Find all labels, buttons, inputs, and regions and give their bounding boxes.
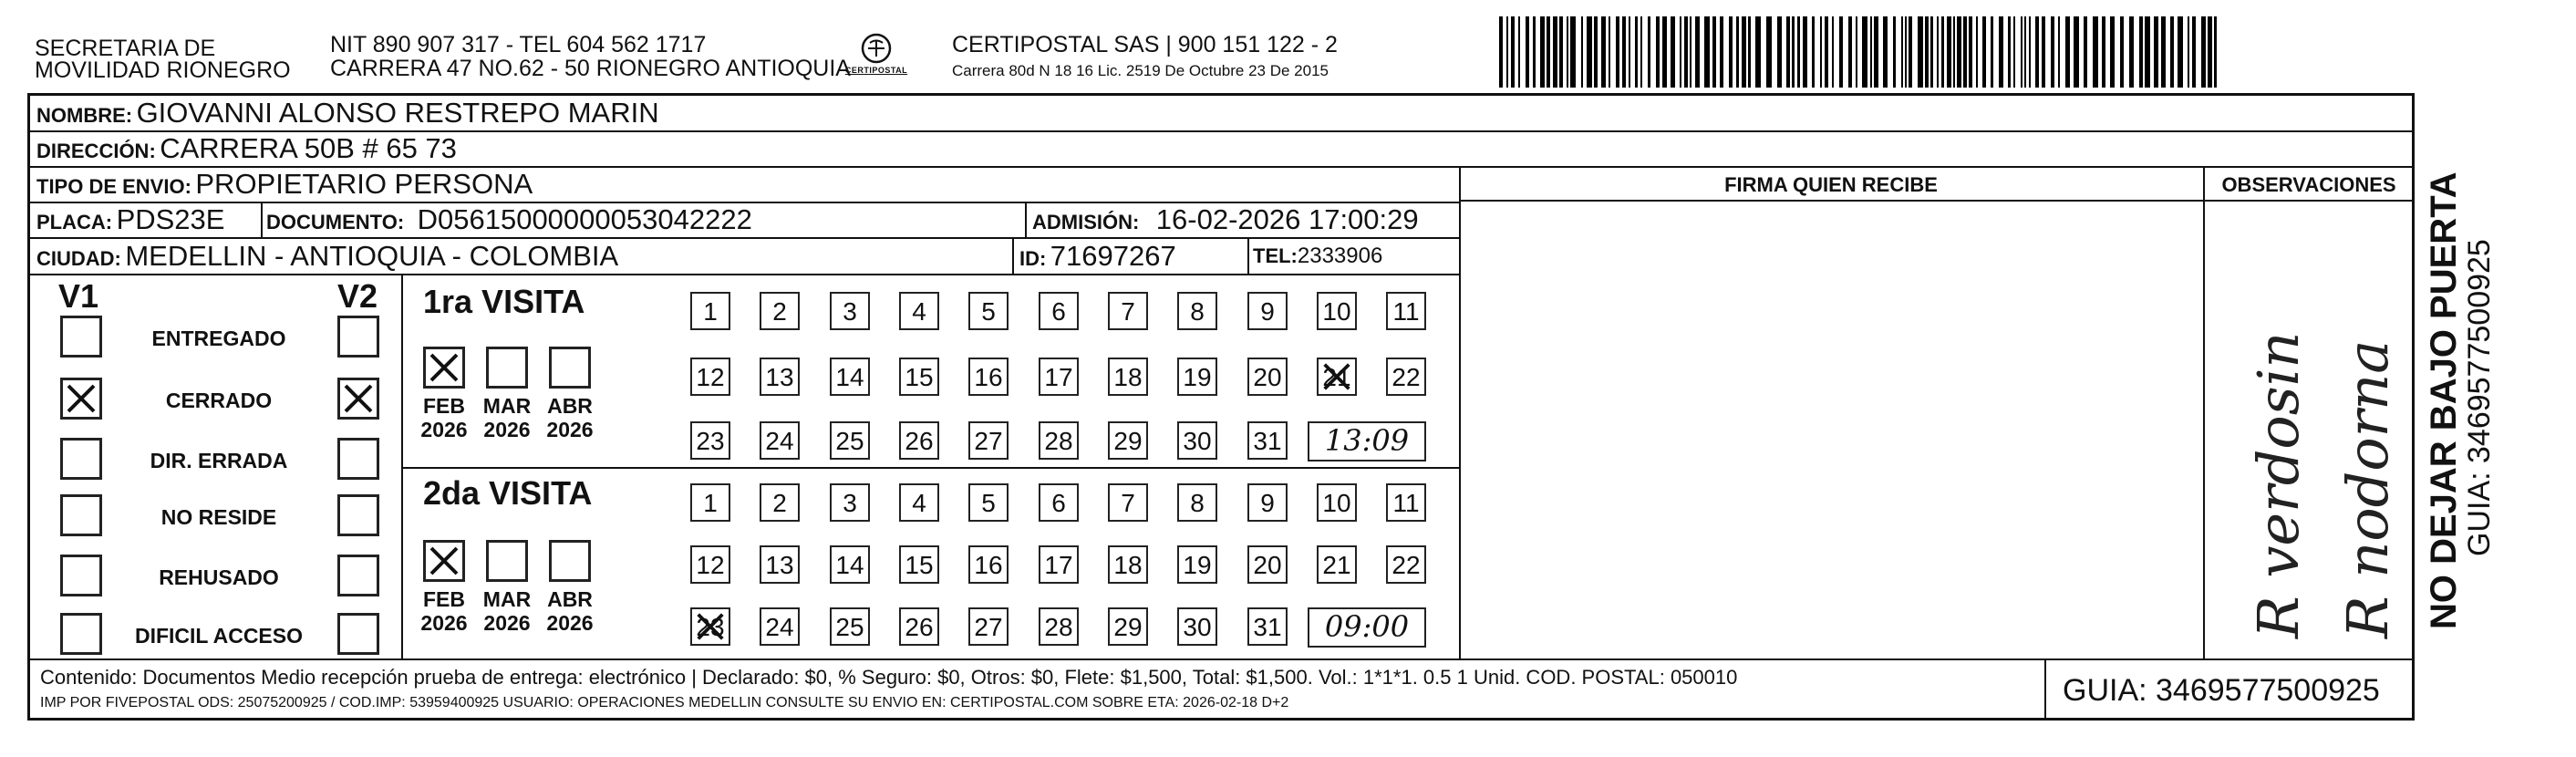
first-visit-time: 13:09 [1308,421,1426,461]
certipostal-logo [835,31,917,80]
v2-header: V2 [337,277,378,315]
footer-guia: GUIA: 3469577500925 [2063,673,2380,708]
first-visit-day-box[interactable]: 11 [1386,292,1426,330]
nombre-label: NOMBRE: [36,104,133,127]
second-visit-day-box[interactable]: 27 [968,607,1009,646]
second-visit-day-box[interactable]: 2 [760,483,800,522]
id-value: 71697267 [1050,240,1176,272]
tel-field [1253,240,1382,275]
guia-vertical: GUIA: 3469577500925 [2462,239,2497,556]
second-visit-day-box[interactable]: 6 [1039,483,1079,522]
direccion-value: CARRERA 50B # 65 73 [160,132,457,164]
entity-nit: NIT 890 907 317 - TEL 604 562 1717 [330,32,707,57]
documento-field [266,203,752,242]
ciudad-value: MEDELLIN - ANTIOQUIA - COLOMBIA [125,240,619,272]
year-label: 2026 [546,611,594,635]
second-visit-month-checkbox[interactable] [423,540,465,582]
first-visit-day-box[interactable]: 26 [899,421,939,460]
courier-info: CERTIPOSTAL SAS | 900 151 122 - 2 [952,32,1338,57]
second-visit-day-box[interactable]: 26 [899,607,939,646]
direccion-label: DIRECCIÓN: [36,140,156,162]
first-visit-day-box[interactable]: 9 [1247,292,1288,330]
first-visit-day-box[interactable]: 19 [1177,358,1217,396]
second-visit-day-box[interactable]: 7 [1108,483,1148,522]
admision-value: 16-02-2026 17:00:29 [1155,203,1419,235]
tipo-envio-label: TIPO DE ENVIO: [36,175,191,198]
footer-contenido: Contenido: Documentos Medio recepción prueba de entrega: electrónico | Declarado: $0, % Seguro: $0, Otros: $0, Flete: $1,500, Total: $1,500. Vol.: 1*1*1. 0.5 1 Unid. COD. POSTAL: 050010 [40,666,1738,689]
month-label: FEB [423,587,465,611]
second-visit-day-box[interactable]: 22 [1386,545,1426,584]
admision-field [1032,203,1419,242]
month-year-label [416,394,472,441]
second-visit-day-box[interactable]: 24 [760,607,800,646]
courier-address: Carrera 80d N 18 16 Lic. 2519 De Octubre 23 De 2015 [952,62,1329,79]
second-visit-day-box[interactable]: 4 [899,483,939,522]
year-label: 2026 [546,418,594,441]
second-visit-day-box[interactable]: 9 [1247,483,1288,522]
nombre-row [36,97,659,135]
ciudad-field [36,240,618,278]
first-visit-day-box[interactable]: 28 [1039,421,1079,460]
first-visit-day-box[interactable]: 4 [899,292,939,330]
v1-checkbox[interactable] [60,316,102,358]
year-label: 2026 [420,611,468,635]
ciudad-label: CIUDAD: [36,247,121,270]
second-visit-title: 2da VISITA [423,474,593,512]
status-label: DIR. ERRADA [150,449,288,472]
year-label: 2026 [420,418,468,441]
tipo-envio-row [36,168,533,206]
second-visit-day-box[interactable]: 25 [830,607,870,646]
placa-value: PDS23E [116,203,225,235]
logo-text: CERTIPOSTAL [844,66,908,75]
first-visit-day-box[interactable]: 3 [830,292,870,330]
barcode [1499,16,2229,88]
month-label: FEB [423,394,465,418]
first-visit-day-box[interactable]: 2 [760,292,800,330]
first-visit-day-box[interactable]: 30 [1177,421,1217,460]
second-visit-day-box[interactable]: 29 [1108,607,1148,646]
status-label: DIFICIL ACCESO [134,624,303,648]
second-visit-day-box[interactable]: 30 [1177,607,1217,646]
second-visit-day-box[interactable]: 31 [1247,607,1288,646]
observation-note-1: R verdosin [2245,331,2312,638]
placa-label: PLACA: [36,211,113,233]
first-visit-day-box[interactable]: 16 [968,358,1009,396]
first-visit-day-box[interactable]: 22 [1386,358,1426,396]
status-label: REHUSADO [159,565,279,589]
second-visit-day-box[interactable]: 11 [1386,483,1426,522]
first-visit-day-box[interactable]: 31 [1247,421,1288,460]
v2-checkbox[interactable] [337,378,379,420]
v1-checkbox[interactable] [60,613,102,655]
second-visit-day-box[interactable]: 1 [690,483,730,522]
first-visit-day-box[interactable]: 18 [1108,358,1148,396]
second-visit-day-box[interactable]: 20 [1247,545,1288,584]
entity-name-line1: SECRETARIA DE [35,36,216,61]
first-visit-day-box[interactable]: 13 [760,358,800,396]
second-visit-day-box[interactable]: 21 [1317,545,1357,584]
direccion-row [36,132,457,171]
id-field [1019,240,1176,278]
entity-address: CARRERA 47 NO.62 - 50 RIONEGRO ANTIOQUIA [330,56,851,81]
v2-checkbox[interactable] [337,494,379,536]
status-label: CERRADO [165,389,273,412]
first-visit-day-box[interactable]: 1 [690,292,730,330]
first-visit-day-box[interactable]: 21 [1317,358,1357,396]
first-visit-day-box[interactable]: 15 [899,358,939,396]
second-visit-time: 09:00 [1308,607,1426,648]
status-label: ENTREGADO [151,327,286,350]
placa-field [36,203,224,242]
month-year-label [479,394,535,441]
v1-checkbox[interactable] [60,494,102,536]
first-visit-month-checkbox[interactable] [486,347,528,389]
tel-value: 2333906 [1297,244,1383,268]
v1-checkbox[interactable] [60,438,102,480]
entity-name-line2: MOVILIDAD RIONEGRO [35,57,291,83]
month-label: MAR [482,587,532,611]
second-visit-day-box[interactable]: 5 [968,483,1009,522]
year-label: 2026 [483,418,531,441]
second-visit-month-checkbox[interactable] [549,540,591,582]
second-visit-day-box[interactable]: 15 [899,545,939,584]
v1-checkbox[interactable] [60,378,102,420]
second-visit-day-box[interactable]: 12 [690,545,730,584]
second-visit-month-checkbox[interactable] [486,540,528,582]
month-label: ABR [547,394,593,418]
month-label: MAR [482,394,532,418]
second-visit-day-box[interactable]: 17 [1039,545,1079,584]
second-visit-day-box[interactable]: 8 [1177,483,1217,522]
first-visit-day-box[interactable]: 6 [1039,292,1079,330]
second-visit-day-box[interactable]: 19 [1177,545,1217,584]
first-visit-day-box[interactable]: 24 [760,421,800,460]
second-visit-day-box[interactable]: 10 [1317,483,1357,522]
month-label: ABR [547,587,593,611]
firma-header: FIRMA QUIEN RECIBE [1724,173,1938,196]
first-visit-day-box[interactable]: 10 [1317,292,1357,330]
v2-checkbox[interactable] [337,555,379,596]
v1-header: V1 [58,277,99,315]
first-visit-day-box[interactable]: 23 [690,421,730,460]
second-visit-day-box[interactable]: 14 [830,545,870,584]
first-visit-day-box[interactable]: 25 [830,421,870,460]
status-label: NO RESIDE [160,505,277,529]
first-visit-day-box[interactable]: 17 [1039,358,1079,396]
documento-value: D05615000000053042222 [417,203,752,235]
first-visit-day-box[interactable]: 12 [690,358,730,396]
admision-label: ADMISIÓN: [1032,211,1140,233]
v2-checkbox[interactable] [337,613,379,655]
first-visit-day-box[interactable]: 7 [1108,292,1148,330]
year-label: 2026 [483,611,531,635]
no-dejar-bajo-puerta: NO DEJAR BAJO PUERTA [2424,171,2464,629]
tel-label: TEL: [1253,244,1298,267]
footer-imp: IMP POR FIVEPOSTAL ODS: 25075200925 / COD.IMP: 53959400925 USUARIO: OPERACIONES MEDELLIN CONSULTE SU ENVIO EN: CERTIPOSTAL.COM SOBRE ETA: 2026-02-18 D+2 [40,695,1289,710]
documento-label: DOCUMENTO: [266,211,405,233]
v2-checkbox[interactable] [337,316,379,358]
first-visit-day-box[interactable]: 14 [830,358,870,396]
observation-note-2: R nodorna [2334,339,2401,638]
second-visit-day-box[interactable]: 3 [830,483,870,522]
first-visit-day-box[interactable]: 5 [968,292,1009,330]
observaciones-header: OBSERVACIONES [2221,173,2396,196]
month-year-label [542,587,598,635]
first-visit-day-box[interactable]: 27 [968,421,1009,460]
tipo-envio-value: PROPIETARIO PERSONA [195,168,533,200]
second-visit-day-box[interactable]: 23 [690,607,730,646]
first-visit-day-box[interactable]: 20 [1247,358,1288,396]
v2-checkbox[interactable] [337,438,379,480]
first-visit-month-checkbox[interactable] [423,347,465,389]
v1-checkbox[interactable] [60,555,102,596]
nombre-value: GIOVANNI ALONSO RESTREPO MARIN [136,97,659,129]
first-visit-day-box[interactable]: 8 [1177,292,1217,330]
first-visit-month-checkbox[interactable] [549,347,591,389]
month-year-label [542,394,598,441]
second-visit-day-box[interactable]: 13 [760,545,800,584]
second-visit-day-box[interactable]: 16 [968,545,1009,584]
second-visit-day-box[interactable]: 28 [1039,607,1079,646]
month-year-label [416,587,472,635]
id-label: ID: [1019,247,1047,270]
second-visit-day-box[interactable]: 18 [1108,545,1148,584]
first-visit-day-box[interactable]: 29 [1108,421,1148,460]
month-year-label [479,587,535,635]
first-visit-title: 1ra VISITA [423,283,585,320]
